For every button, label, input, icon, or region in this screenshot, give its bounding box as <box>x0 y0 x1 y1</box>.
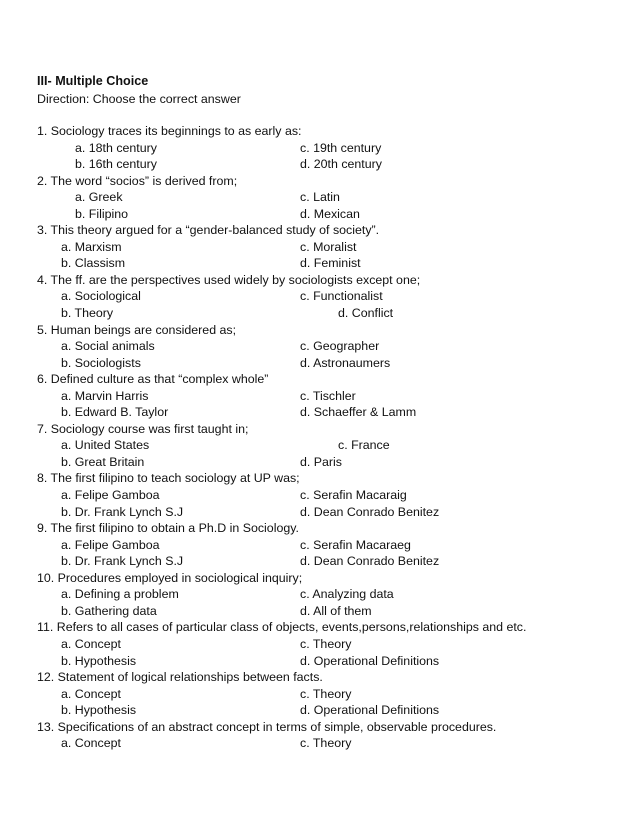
answer-option: b. 16th century <box>75 157 157 172</box>
question-line <box>0 223 638 240</box>
answer-option: d. Astronaumers <box>300 355 391 370</box>
options-row <box>0 240 638 257</box>
answer-option: b. Great Britain <box>61 454 145 469</box>
options-row <box>0 438 638 455</box>
question-line <box>0 422 638 439</box>
answer-option: d. Conflict <box>338 306 394 321</box>
answer-option: c. Serafin Macaraeg <box>300 537 411 552</box>
answer-option: b. Dr. Frank Lynch S.J <box>61 554 184 569</box>
answer-option: c. France <box>338 438 390 453</box>
question-text: 3. This theory argued for a “gender-balanced study of society”. <box>37 223 380 238</box>
answer-option: a. 18th century <box>75 140 157 155</box>
answer-option: c. Tischler <box>300 388 356 403</box>
answer-option: a. Social animals <box>61 339 155 354</box>
options-row <box>0 190 638 207</box>
section-heading: III- Multiple Choice <box>37 74 149 88</box>
question-line <box>0 720 638 737</box>
question-text: 9. The first filipino to obtain a Ph.D in Sociology. <box>37 521 299 536</box>
question-list <box>0 124 638 753</box>
options-row <box>0 587 638 604</box>
answer-option: d. All of them <box>300 603 372 618</box>
options-row <box>0 207 638 224</box>
options-row <box>0 289 638 306</box>
answer-option: b. Dr. Frank Lynch S.J <box>61 504 184 519</box>
direction-text: Direction: Choose the correct answer <box>37 92 241 106</box>
answer-option: b. Theory <box>61 306 114 321</box>
question-text: 5. Human beings are considered as; <box>37 322 237 337</box>
question-line <box>0 620 638 637</box>
options-row <box>0 405 638 422</box>
answer-option: c. Theory <box>300 686 352 701</box>
answer-option: d. 20th century <box>300 157 382 172</box>
answer-option: d. Operational Definitions <box>300 703 440 718</box>
options-row <box>0 637 638 654</box>
options-row <box>0 256 638 273</box>
answer-option: d. Dean Conrado Benitez <box>300 504 440 519</box>
answer-option: a. Concept <box>61 636 121 651</box>
answer-option: a. Marvin Harris <box>61 388 149 403</box>
options-row <box>0 736 638 753</box>
options-row <box>0 141 638 158</box>
question-text: 6. Defined culture as that “complex whole” <box>37 372 269 387</box>
answer-option: c. Analyzing data <box>300 587 394 602</box>
answer-option: d. Paris <box>300 454 343 469</box>
options-row <box>0 356 638 373</box>
question-text: 7. Sociology course was first taught in; <box>37 421 249 436</box>
answer-option: a. Concept <box>61 686 121 701</box>
answer-option: a. Marxism <box>61 239 122 254</box>
answer-option: a. Felipe Gamboa <box>61 537 160 552</box>
answer-option: a. Sociological <box>61 289 141 304</box>
answer-option: c. Serafin Macaraig <box>300 488 407 503</box>
question-text: 8. The first filipino to teach sociology at UP was; <box>37 471 300 486</box>
answer-option: b. Classism <box>61 256 126 271</box>
options-row <box>0 554 638 571</box>
options-row <box>0 538 638 555</box>
options-row <box>0 339 638 356</box>
question-line <box>0 174 638 191</box>
answer-option: c. 19th century <box>300 140 382 155</box>
answer-option: c. Moralist <box>300 239 357 254</box>
question-line <box>0 670 638 687</box>
question-text: 1. Sociology traces its beginnings to as early as: <box>37 124 302 138</box>
question-text: 12. Statement of logical relationships between facts. <box>37 670 323 685</box>
question-text: 13. Specifications of an abstract concept in terms of simple, observable procedures. <box>37 719 497 734</box>
answer-option: a. United States <box>61 438 150 453</box>
options-row <box>0 505 638 522</box>
answer-option: b. Hypothesis <box>61 653 137 668</box>
question-line <box>0 571 638 588</box>
options-row <box>0 654 638 671</box>
answer-option: b. Filipino <box>75 206 129 221</box>
options-row <box>0 455 638 472</box>
answer-option: c. Latin <box>300 190 340 205</box>
answer-option: a. Concept <box>61 736 121 751</box>
answer-option: d. Dean Conrado Benitez <box>300 554 440 569</box>
question-line <box>0 521 638 538</box>
question-line <box>0 124 638 141</box>
question-line <box>0 372 638 389</box>
answer-option: c. Theory <box>300 736 352 751</box>
question-text: 4. The ff. are the perspectives used widely by sociologists except one; <box>37 272 421 287</box>
answer-option: a. Greek <box>75 190 123 205</box>
question-text: 11. Refers to all cases of particular class of objects, events,persons,relationships and etc. <box>37 620 527 635</box>
question-text: 2. The word “socios” is derived from; <box>37 173 238 188</box>
options-row <box>0 604 638 621</box>
answer-option: c. Theory <box>300 636 352 651</box>
question-line <box>0 471 638 488</box>
options-row <box>0 157 638 174</box>
answer-option: d. Mexican <box>300 206 360 221</box>
answer-option: d. Feminist <box>300 256 361 271</box>
options-row <box>0 687 638 704</box>
answer-option: a. Defining a problem <box>61 587 179 602</box>
answer-option: d. Schaeffer & Lamm <box>300 405 417 420</box>
answer-option: b. Gathering data <box>61 603 157 618</box>
answer-option: a. Felipe Gamboa <box>61 488 160 503</box>
question-text: 10. Procedures employed in sociological inquiry; <box>37 570 303 585</box>
answer-option: b. Hypothesis <box>61 703 137 718</box>
options-row <box>0 306 638 323</box>
answer-option: c. Functionalist <box>300 289 383 304</box>
options-row <box>0 488 638 505</box>
question-line <box>0 323 638 340</box>
options-row <box>0 389 638 406</box>
answer-option: b. Edward B. Taylor <box>61 405 169 420</box>
answer-option: d. Operational Definitions <box>300 653 440 668</box>
options-row <box>0 703 638 720</box>
answer-option: b. Sociologists <box>61 355 141 370</box>
answer-option: c. Geographer <box>300 339 380 354</box>
question-line <box>0 273 638 290</box>
